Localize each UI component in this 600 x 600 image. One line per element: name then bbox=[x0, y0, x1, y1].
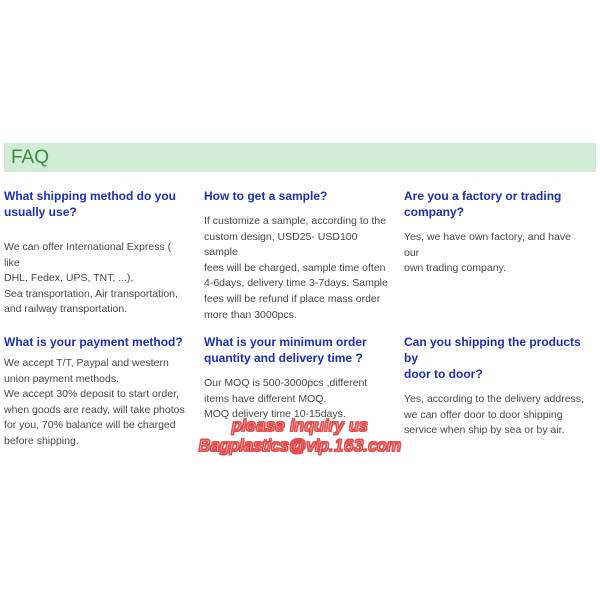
question-line: What is your minimum order bbox=[204, 335, 367, 349]
faq-answer bbox=[204, 376, 389, 423]
answer-line: MOQ delivery time 10-15days. bbox=[204, 408, 346, 421]
faq-question bbox=[4, 334, 189, 350]
faq-answer bbox=[404, 392, 589, 439]
answer-line: when goods are ready, will take photos bbox=[4, 403, 185, 416]
answer-line: custom design, USD25- USD100 sample bbox=[204, 230, 358, 259]
question-line: Can you shipping the products by bbox=[404, 335, 581, 365]
answer-line: before shipping. bbox=[4, 434, 79, 447]
question-line: Are you a factory or trading bbox=[404, 189, 562, 203]
faq-title: FAQ bbox=[11, 147, 50, 168]
answer-line: We accept 30% deposit to start order, bbox=[4, 388, 179, 401]
answer-line: If customize a sample, according to the bbox=[204, 215, 387, 227]
answer-line: items have different MOQ. bbox=[204, 392, 327, 405]
answer-line: for you, 70% balance will be charged bbox=[4, 419, 176, 432]
faq-answer bbox=[4, 356, 189, 450]
faq-question bbox=[204, 188, 389, 204]
faq-answer bbox=[4, 240, 189, 318]
faq-item-door-to-door bbox=[404, 334, 589, 439]
faq-item-shipping-method bbox=[4, 188, 189, 318]
faq-item-payment bbox=[4, 334, 189, 450]
question-line: usually use? bbox=[4, 205, 77, 219]
answer-line: DHL, Fedex, UPS, TNT, ...), bbox=[4, 272, 134, 285]
answer-line: We can offer International Express ( like bbox=[4, 241, 172, 269]
faq-answer bbox=[204, 214, 389, 323]
question-line: What is your payment method? bbox=[4, 335, 183, 349]
faq-header-bar bbox=[4, 143, 596, 172]
answer-line: own trading company. bbox=[404, 262, 506, 275]
question-line: company? bbox=[404, 205, 465, 219]
watermark-line-email: Bagplastics@vip.163.com bbox=[198, 436, 402, 455]
answer-line: We accept T/T, Paypal and western bbox=[4, 357, 169, 369]
faq-question bbox=[404, 188, 589, 220]
question-line: quantity and delivery time ? bbox=[204, 351, 363, 365]
faq-answer bbox=[404, 230, 589, 277]
answer-line: Yes, we have own factory, and have our bbox=[404, 231, 571, 259]
question-line: door to door? bbox=[404, 367, 483, 381]
question-line: What shipping method do you bbox=[4, 189, 176, 203]
answer-line: union payment methods. bbox=[4, 372, 119, 385]
question-line: How to get a sample? bbox=[204, 189, 328, 203]
answer-line: Sea transportation, Air transportation, bbox=[4, 287, 178, 300]
faq-question bbox=[404, 334, 589, 382]
faq-question bbox=[4, 188, 189, 220]
answer-line: and railway transportation. bbox=[4, 303, 128, 316]
faq-item-factory bbox=[404, 188, 589, 277]
answer-line: more than 3000pcs. bbox=[204, 308, 297, 321]
answer-line: fees will be refund if place mass order bbox=[204, 292, 381, 305]
answer-line: we can offer door to door shipping bbox=[404, 408, 563, 421]
answer-line: 4-6days, delivery time 3-7days. Sample bbox=[204, 277, 388, 290]
answer-line: service when ship by sea or by air. bbox=[404, 424, 565, 437]
watermark-line-inquiry: please inquiry us bbox=[231, 416, 369, 435]
answer-line: fees will be charged, sample time often bbox=[204, 261, 386, 274]
faq-item-moq bbox=[204, 334, 389, 423]
faq-question bbox=[204, 334, 389, 366]
faq-item-sample bbox=[204, 188, 389, 323]
answer-line: Yes, according to the delivery address, bbox=[404, 393, 584, 405]
answer-line: Our MOQ is 500-3000pcs ,different bbox=[204, 377, 368, 389]
